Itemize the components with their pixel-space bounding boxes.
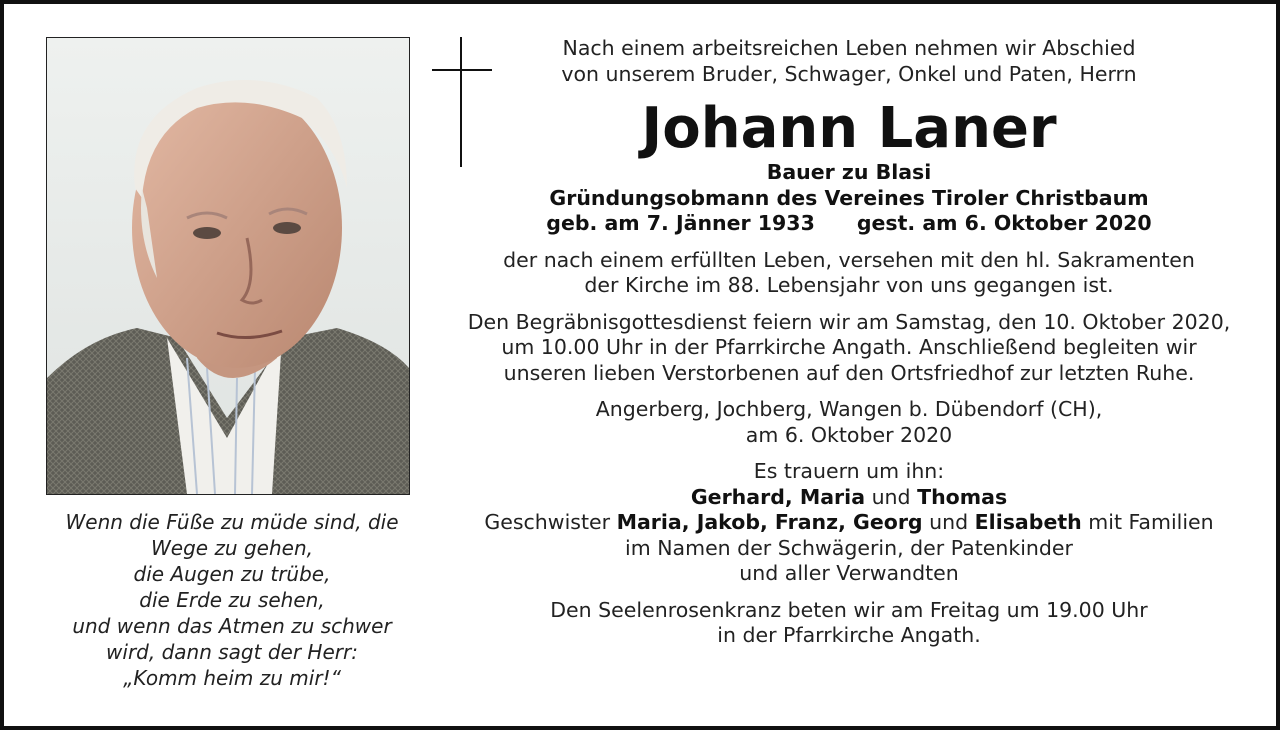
siblings-names: Maria, Jakob, Franz, Georg [616,510,923,534]
mourners-siblings [459,510,1239,536]
birth-date: geb. am 7. Jänner 1933 [546,211,815,235]
poem-line: „Komm heim zu mir!“ [123,666,341,690]
poem-line: die Erde zu sehen, [139,588,325,612]
rosary-line: in der Pfarrkirche Angath. [717,623,981,647]
place-date-line: am 6. Oktober 2020 [745,422,953,447]
deceased-role: Gründungsobmann des Vereines Tiroler Christbaum [549,185,1149,210]
siblings-prefix: Geschwister [484,510,611,534]
portrait-photo [46,37,410,495]
intro-line: von unserem Bruder, Schwager, Onkel und Paten, Herrn [561,61,1137,86]
poem [32,509,432,691]
funeral-line: Den Begräbnisgottesdienst feiern wir am Samstag, den 10. Oktober 2020, [467,309,1231,334]
notice-body [459,36,1239,649]
poem-line: Wege zu gehen, [151,536,313,560]
siblings-suffix: mit Familien [1088,510,1214,534]
conjunction: und [929,510,969,534]
intro-line: Nach einem arbeitsreichen Leben nehmen wir Abschied [562,36,1136,60]
life-dates [459,211,1239,237]
funeral-line: unseren lieben Verstorbenen auf den Ortsfriedhof zur letzten Ruhe. [503,360,1195,385]
passing-line: der nach einem erfüllten Leben, versehen mit den hl. Sakramenten [503,247,1195,272]
conjunction: und [871,484,911,509]
poem-line: Wenn die Füße zu müde sind, die [65,510,399,534]
mourners-line: im Namen der Schwägerin, der Patenkinder [625,535,1073,560]
mourners-line: und aller Verwandten [739,561,959,585]
poem-line: und wenn das Atmen zu schwer [72,614,392,638]
place-date-line: Angerberg, Jochberg, Wangen b. Dübendorf (CH), [595,397,1103,421]
funeral-line: um 10.00 Uhr in der Pfarrkirche Angath. Anschließend begleiten wir [501,335,1197,359]
mourners-intro: Es trauern um ihn: [753,459,945,483]
children-names: Gerhard, Maria [690,484,866,509]
poem-line: die Augen zu trübe, [133,562,331,586]
deceased-name: Johann Laner [641,96,1057,161]
rosary-line: Den Seelenrosenkranz beten wir am Freitag um 19.00 Uhr [550,597,1148,622]
siblings-last-name: Elisabeth [974,510,1082,534]
poem-line: wird, dann sagt der Herr: [106,640,358,664]
passing-line: der Kirche im 88. Lebensjahr von uns gegangen ist. [584,273,1114,297]
children-last-name: Thomas [917,484,1008,509]
deceased-title: Bauer zu Blasi [766,160,932,184]
mourners-children [459,485,1239,511]
death-date: gest. am 6. Oktober 2020 [856,211,1152,235]
portrait-illustration [47,38,409,494]
